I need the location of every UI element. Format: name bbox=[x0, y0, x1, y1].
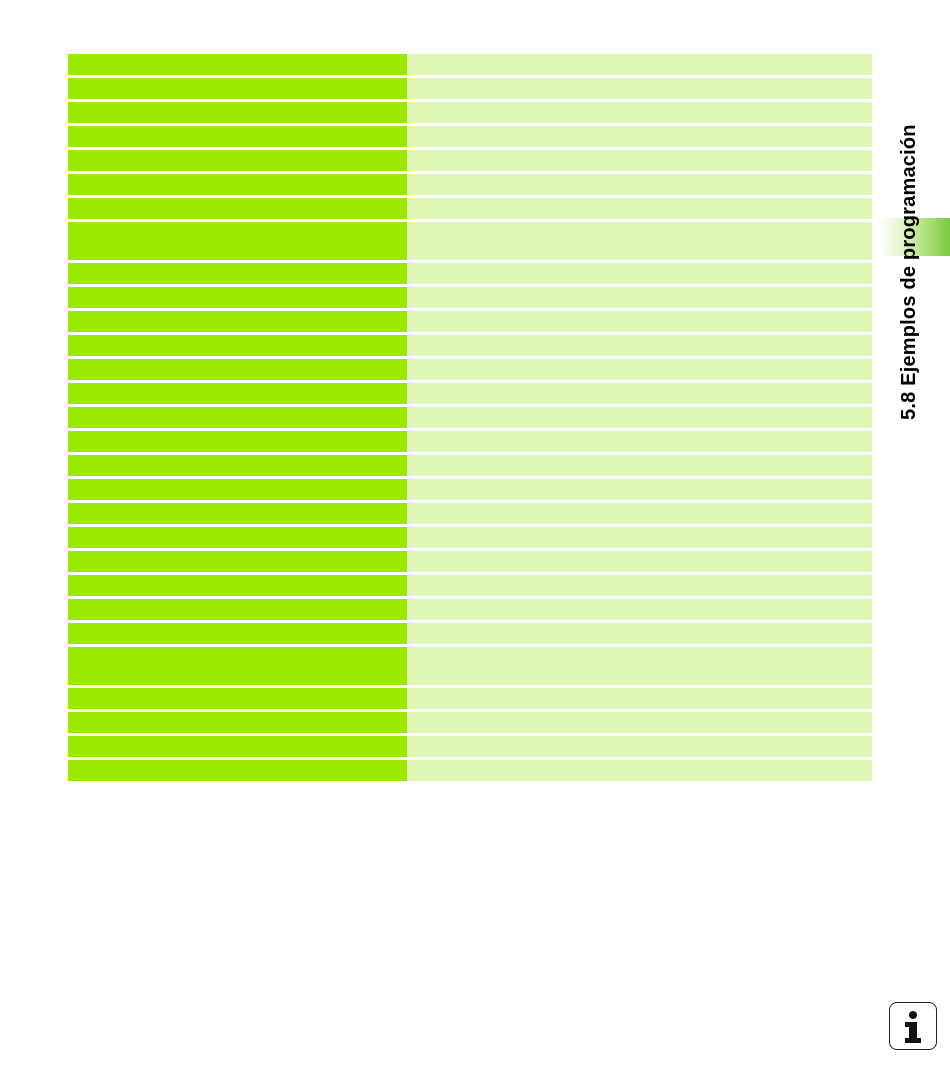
table-row bbox=[68, 78, 872, 99]
table-row bbox=[68, 383, 872, 404]
code-cell bbox=[68, 712, 407, 733]
table-row bbox=[68, 102, 872, 123]
code-cell bbox=[68, 102, 407, 123]
table-row bbox=[68, 575, 872, 596]
info-icon bbox=[890, 1003, 935, 1048]
comment-cell bbox=[407, 222, 872, 260]
code-cell bbox=[68, 150, 407, 171]
table-row bbox=[68, 126, 872, 147]
table-row bbox=[68, 335, 872, 356]
code-cell bbox=[68, 503, 407, 524]
table-row bbox=[68, 527, 872, 548]
comment-cell bbox=[407, 760, 872, 781]
table-row bbox=[68, 311, 872, 332]
code-cell bbox=[68, 198, 407, 219]
code-cell bbox=[68, 222, 407, 260]
table-row bbox=[68, 688, 872, 709]
code-cell bbox=[68, 126, 407, 147]
code-cell bbox=[68, 383, 407, 404]
comment-cell bbox=[407, 335, 872, 356]
code-cell bbox=[68, 263, 407, 284]
table-row bbox=[68, 760, 872, 781]
comment-cell bbox=[407, 407, 872, 428]
code-cell bbox=[68, 527, 407, 548]
code-cell bbox=[68, 407, 407, 428]
comment-cell bbox=[407, 736, 872, 757]
comment-cell bbox=[407, 551, 872, 572]
table-row bbox=[68, 54, 872, 75]
code-cell bbox=[68, 623, 407, 644]
table-row bbox=[68, 736, 872, 757]
program-table bbox=[68, 54, 872, 784]
table-row bbox=[68, 551, 872, 572]
comment-cell bbox=[407, 599, 872, 620]
comment-cell bbox=[407, 102, 872, 123]
comment-cell bbox=[407, 54, 872, 75]
code-cell bbox=[68, 760, 407, 781]
code-cell bbox=[68, 287, 407, 308]
code-cell bbox=[68, 479, 407, 500]
code-cell bbox=[68, 78, 407, 99]
table-row bbox=[68, 198, 872, 219]
table-row bbox=[68, 431, 872, 452]
table-row bbox=[68, 174, 872, 195]
comment-cell bbox=[407, 263, 872, 284]
table-row bbox=[68, 599, 872, 620]
code-cell bbox=[68, 551, 407, 572]
comment-cell bbox=[407, 311, 872, 332]
table-row bbox=[68, 222, 872, 260]
comment-cell bbox=[407, 688, 872, 709]
table-row bbox=[68, 479, 872, 500]
comment-cell bbox=[407, 78, 872, 99]
comment-cell bbox=[407, 712, 872, 733]
code-cell bbox=[68, 174, 407, 195]
section-title: 5.8 Ejemplos de programación bbox=[898, 124, 920, 420]
comment-cell bbox=[407, 359, 872, 380]
table-row bbox=[68, 455, 872, 476]
comment-cell bbox=[407, 126, 872, 147]
comment-cell bbox=[407, 479, 872, 500]
code-cell bbox=[68, 54, 407, 75]
comment-cell bbox=[407, 150, 872, 171]
comment-cell bbox=[407, 575, 872, 596]
code-cell bbox=[68, 599, 407, 620]
comment-cell bbox=[407, 623, 872, 644]
comment-cell bbox=[407, 527, 872, 548]
table-row bbox=[68, 647, 872, 685]
table-row bbox=[68, 263, 872, 284]
table-row bbox=[68, 359, 872, 380]
comment-cell bbox=[407, 287, 872, 308]
code-cell bbox=[68, 359, 407, 380]
code-cell bbox=[68, 335, 407, 356]
comment-cell bbox=[407, 174, 872, 195]
info-button[interactable] bbox=[889, 1002, 937, 1050]
code-cell bbox=[68, 688, 407, 709]
code-cell bbox=[68, 311, 407, 332]
table-row bbox=[68, 407, 872, 428]
code-cell bbox=[68, 736, 407, 757]
table-row bbox=[68, 623, 872, 644]
comment-cell bbox=[407, 383, 872, 404]
table-row bbox=[68, 150, 872, 171]
code-cell bbox=[68, 431, 407, 452]
code-cell bbox=[68, 647, 407, 685]
code-cell bbox=[68, 455, 407, 476]
comment-cell bbox=[407, 647, 872, 685]
comment-cell bbox=[407, 431, 872, 452]
comment-cell bbox=[407, 503, 872, 524]
comment-cell bbox=[407, 198, 872, 219]
table-row bbox=[68, 712, 872, 733]
table-row bbox=[68, 503, 872, 524]
table-row bbox=[68, 287, 872, 308]
code-cell bbox=[68, 575, 407, 596]
comment-cell bbox=[407, 455, 872, 476]
